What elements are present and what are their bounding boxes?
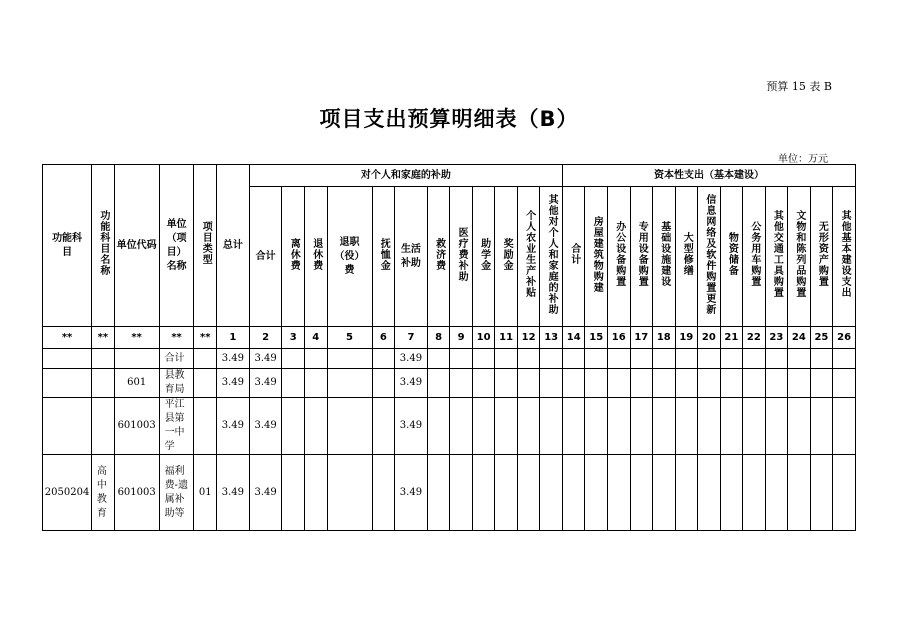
cell-p-study bbox=[472, 349, 495, 369]
cell-p-living: 3.49 bbox=[395, 369, 428, 398]
budget-table bbox=[42, 164, 856, 531]
cell-total: 3.49 bbox=[216, 369, 249, 398]
cell-p-medical bbox=[450, 349, 473, 369]
column-index-cell: ** bbox=[114, 327, 159, 349]
table-row bbox=[43, 369, 856, 398]
col-unit-code: 单位代码 bbox=[114, 165, 159, 327]
column-index-cell: 7 bbox=[395, 327, 428, 349]
column-index-cell: 5 bbox=[327, 327, 372, 349]
column-index-cell: ** bbox=[43, 327, 92, 349]
cell-p-sum: 3.49 bbox=[249, 349, 282, 369]
cell-p-retire-lx bbox=[282, 455, 305, 531]
cell-c-repair bbox=[675, 398, 698, 455]
col-p-agri: 个人农业生产补贴 bbox=[517, 187, 540, 327]
cell-c-house bbox=[585, 455, 608, 531]
cell-func-subject-name bbox=[92, 349, 115, 369]
cell-p-sum: 3.49 bbox=[249, 455, 282, 531]
col-p-pension: 抚恤金 bbox=[372, 187, 395, 327]
cell-p-retire-role bbox=[327, 455, 372, 531]
cell-p-living: 3.49 bbox=[395, 398, 428, 455]
cell-c-sum bbox=[562, 349, 585, 369]
cell-c-reserve bbox=[720, 369, 743, 398]
cell-p-agri bbox=[517, 455, 540, 531]
column-index-cell: ** bbox=[194, 327, 217, 349]
cell-p-retire-lx bbox=[282, 369, 305, 398]
cell-project-type bbox=[194, 369, 217, 398]
cell-c-other bbox=[833, 349, 856, 369]
cell-c-office bbox=[608, 349, 631, 369]
col-p-study: 助学金 bbox=[472, 187, 495, 327]
column-index-cell: 1 bbox=[216, 327, 249, 349]
cell-total: 3.49 bbox=[216, 349, 249, 369]
cell-project-type: 01 bbox=[194, 455, 217, 531]
cell-c-relic bbox=[788, 349, 811, 369]
cell-p-retire-tx bbox=[305, 369, 328, 398]
cell-p-relief bbox=[427, 349, 450, 369]
column-index-cell: 3 bbox=[282, 327, 305, 349]
cell-p-study bbox=[472, 398, 495, 455]
cell-p-retire-lx bbox=[282, 398, 305, 455]
cell-p-retire-tx bbox=[305, 455, 328, 531]
col-c-sum: 合计 bbox=[562, 187, 585, 327]
cell-func-subject-name bbox=[92, 455, 115, 531]
column-index-cell: 17 bbox=[630, 327, 653, 349]
col-p-living: 生活补助 bbox=[395, 187, 428, 327]
col-project-type: 项目类型 bbox=[194, 165, 217, 327]
col-p-medical: 医疗费补助 bbox=[450, 187, 473, 327]
cell-p-agri bbox=[517, 369, 540, 398]
cell-c-other bbox=[833, 369, 856, 398]
cell-c-it bbox=[698, 349, 721, 369]
cell-c-car bbox=[743, 369, 766, 398]
data-rows bbox=[43, 349, 856, 531]
cell-p-study bbox=[472, 455, 495, 531]
column-index-cell: 21 bbox=[720, 327, 743, 349]
cell-c-relic bbox=[788, 369, 811, 398]
col-c-relic: 文物和陈列品购置 bbox=[788, 187, 811, 327]
cell-func-subject-name bbox=[92, 369, 115, 398]
cell-c-it bbox=[698, 455, 721, 531]
column-index-cell: 9 bbox=[450, 327, 473, 349]
cell-c-intangible bbox=[810, 369, 833, 398]
col-c-repair: 大型修缮 bbox=[675, 187, 698, 327]
cell-text: 福利费-遗属补助等 bbox=[164, 465, 188, 519]
cell-c-office bbox=[608, 369, 631, 398]
cell-c-sum bbox=[562, 369, 585, 398]
cell-p-retire-tx bbox=[305, 349, 328, 369]
cell-p-medical bbox=[450, 398, 473, 455]
col-p-sum: 合计 bbox=[249, 187, 282, 327]
cell-func-subject: 2050204 bbox=[43, 455, 92, 531]
cell-project-type bbox=[194, 398, 217, 455]
column-index-cell: 26 bbox=[833, 327, 856, 349]
cell-text: 合计 bbox=[164, 352, 185, 364]
column-index-cell: 2 bbox=[249, 327, 282, 349]
cell-c-repair bbox=[675, 349, 698, 369]
cell-c-special bbox=[630, 455, 653, 531]
column-index-cell: 6 bbox=[372, 327, 395, 349]
cell-p-other bbox=[540, 455, 563, 531]
col-p-relief: 救济费 bbox=[427, 187, 450, 327]
cell-c-intangible bbox=[810, 349, 833, 369]
group-header-personal: 对个人和家庭的补助 bbox=[249, 165, 562, 187]
cell-c-house bbox=[585, 349, 608, 369]
col-total: 总计 bbox=[216, 165, 249, 327]
column-index-cell: 8 bbox=[427, 327, 450, 349]
col-c-house: 房屋建筑物购建 bbox=[585, 187, 608, 327]
table-row bbox=[43, 349, 856, 369]
col-c-office: 办公设备购置 bbox=[608, 187, 631, 327]
cell-c-it bbox=[698, 398, 721, 455]
cell-text: 平江县第一中学 bbox=[164, 399, 185, 452]
cell-p-retire-role bbox=[327, 369, 372, 398]
cell-func-subject bbox=[43, 369, 92, 398]
cell-p-relief bbox=[427, 455, 450, 531]
cell-p-sum: 3.49 bbox=[249, 369, 282, 398]
cell-unit-code: 601003 bbox=[114, 398, 159, 455]
cell-c-intangible bbox=[810, 398, 833, 455]
cell-unit-name bbox=[159, 349, 194, 369]
cell-unit-code: 601003 bbox=[114, 455, 159, 531]
cell-c-other bbox=[833, 455, 856, 531]
cell-p-relief bbox=[427, 369, 450, 398]
col-p-retire-lx: 离休费 bbox=[282, 187, 305, 327]
group-header-capital: 资本性支出（基本建设） bbox=[562, 165, 855, 187]
column-index-cell: 25 bbox=[810, 327, 833, 349]
column-index-cell: 20 bbox=[698, 327, 721, 349]
col-p-retire-role: 退职（役）费 bbox=[327, 187, 372, 327]
cell-c-other bbox=[833, 398, 856, 455]
col-c-transport: 其他交通工具购置 bbox=[765, 187, 788, 327]
cell-c-infra bbox=[653, 369, 676, 398]
cell-c-transport bbox=[765, 398, 788, 455]
cell-c-special bbox=[630, 369, 653, 398]
col-c-infra: 基础设施建设 bbox=[653, 187, 676, 327]
cell-unit-code bbox=[114, 349, 159, 369]
cell-c-infra bbox=[653, 398, 676, 455]
cell-p-award bbox=[495, 455, 518, 531]
column-index-cell: 12 bbox=[517, 327, 540, 349]
cell-unit-name bbox=[159, 455, 194, 531]
cell-c-transport bbox=[765, 349, 788, 369]
cell-c-office bbox=[608, 398, 631, 455]
cell-p-other bbox=[540, 369, 563, 398]
cell-c-relic bbox=[788, 398, 811, 455]
col-c-other: 其他基本建设支出 bbox=[833, 187, 856, 327]
col-c-it: 信息网络及软件购置更新 bbox=[698, 187, 721, 327]
column-index-cell: 24 bbox=[788, 327, 811, 349]
page-title: 项目支出预算明细表（B） bbox=[319, 107, 579, 131]
table-row bbox=[43, 398, 856, 455]
cell-c-car bbox=[743, 398, 766, 455]
cell-c-reserve bbox=[720, 398, 743, 455]
column-index-cell: ** bbox=[92, 327, 115, 349]
cell-unit-name bbox=[159, 369, 194, 398]
cell-c-it bbox=[698, 369, 721, 398]
column-index-cell: 19 bbox=[675, 327, 698, 349]
index-row bbox=[43, 327, 856, 349]
cell-p-living: 3.49 bbox=[395, 455, 428, 531]
col-func-subject-name: 功能科目名称 bbox=[92, 165, 115, 327]
cell-p-medical bbox=[450, 369, 473, 398]
cell-p-retire-role bbox=[327, 398, 372, 455]
cell-c-relic bbox=[788, 455, 811, 531]
column-index-cell: 13 bbox=[540, 327, 563, 349]
col-unit-name: 单位（项目）名称 bbox=[159, 165, 194, 327]
cell-p-agri bbox=[517, 398, 540, 455]
cell-c-reserve bbox=[720, 349, 743, 369]
col-c-car: 公务用车购置 bbox=[743, 187, 766, 327]
cell-total: 3.49 bbox=[216, 398, 249, 455]
cell-p-other bbox=[540, 398, 563, 455]
cell-p-relief bbox=[427, 398, 450, 455]
cell-p-other bbox=[540, 349, 563, 369]
column-index-cell: 15 bbox=[585, 327, 608, 349]
column-index-cell: 10 bbox=[472, 327, 495, 349]
cell-c-reserve bbox=[720, 455, 743, 531]
column-index-cell: 23 bbox=[765, 327, 788, 349]
cell-p-retire-lx bbox=[282, 349, 305, 369]
cell-c-transport bbox=[765, 369, 788, 398]
cell-text: 高中教育 bbox=[96, 465, 107, 519]
cell-c-car bbox=[743, 455, 766, 531]
column-index-cell: 18 bbox=[653, 327, 676, 349]
cell-c-repair bbox=[675, 369, 698, 398]
col-c-special: 专用设备购置 bbox=[630, 187, 653, 327]
column-index-cell: 11 bbox=[495, 327, 518, 349]
column-index-cell: 4 bbox=[305, 327, 328, 349]
col-c-reserve: 物资储备 bbox=[720, 187, 743, 327]
cell-func-subject bbox=[43, 349, 92, 369]
cell-c-repair bbox=[675, 455, 698, 531]
cell-func-subject bbox=[43, 398, 92, 455]
cell-p-living: 3.49 bbox=[395, 349, 428, 369]
cell-c-special bbox=[630, 398, 653, 455]
cell-p-study bbox=[472, 369, 495, 398]
form-code: 预算 15 表 B bbox=[766, 80, 832, 93]
column-index-cell: ** bbox=[159, 327, 194, 349]
column-index-cell: 22 bbox=[743, 327, 766, 349]
cell-p-award bbox=[495, 369, 518, 398]
cell-c-intangible bbox=[810, 455, 833, 531]
cell-p-agri bbox=[517, 349, 540, 369]
cell-c-car bbox=[743, 349, 766, 369]
col-c-intangible: 无形资产购置 bbox=[810, 187, 833, 327]
cell-project-type bbox=[194, 349, 217, 369]
cell-text: 县教育局 bbox=[164, 370, 185, 395]
cell-p-sum: 3.49 bbox=[249, 398, 282, 455]
cell-c-special bbox=[630, 349, 653, 369]
cell-c-house bbox=[585, 398, 608, 455]
cell-c-infra bbox=[653, 455, 676, 531]
unit-label: 单位：万元 bbox=[778, 154, 828, 165]
column-index-row bbox=[43, 327, 856, 349]
cell-p-retire-tx bbox=[305, 398, 328, 455]
cell-c-office bbox=[608, 455, 631, 531]
cell-p-retire-role bbox=[327, 349, 372, 369]
cell-p-award bbox=[495, 349, 518, 369]
col-p-other: 其他对个人和家庭的补助 bbox=[540, 187, 563, 327]
cell-c-transport bbox=[765, 455, 788, 531]
cell-c-infra bbox=[653, 349, 676, 369]
cell-unit-code: 601 bbox=[114, 369, 159, 398]
cell-p-pension bbox=[372, 349, 395, 369]
cell-p-medical bbox=[450, 455, 473, 531]
col-p-award: 奖励金 bbox=[495, 187, 518, 327]
column-index-cell: 16 bbox=[608, 327, 631, 349]
cell-total: 3.49 bbox=[216, 455, 249, 531]
cell-p-award bbox=[495, 398, 518, 455]
cell-c-sum bbox=[562, 398, 585, 455]
cell-p-pension bbox=[372, 455, 395, 531]
cell-unit-name bbox=[159, 398, 194, 455]
table-row bbox=[43, 455, 856, 531]
cell-func-subject-name bbox=[92, 398, 115, 455]
cell-p-pension bbox=[372, 369, 395, 398]
col-func-subject: 功能科目 bbox=[43, 165, 92, 327]
col-p-retire-tx: 退休费 bbox=[305, 187, 328, 327]
cell-p-pension bbox=[372, 398, 395, 455]
column-index-cell: 14 bbox=[562, 327, 585, 349]
cell-c-house bbox=[585, 369, 608, 398]
cell-c-sum bbox=[562, 455, 585, 531]
